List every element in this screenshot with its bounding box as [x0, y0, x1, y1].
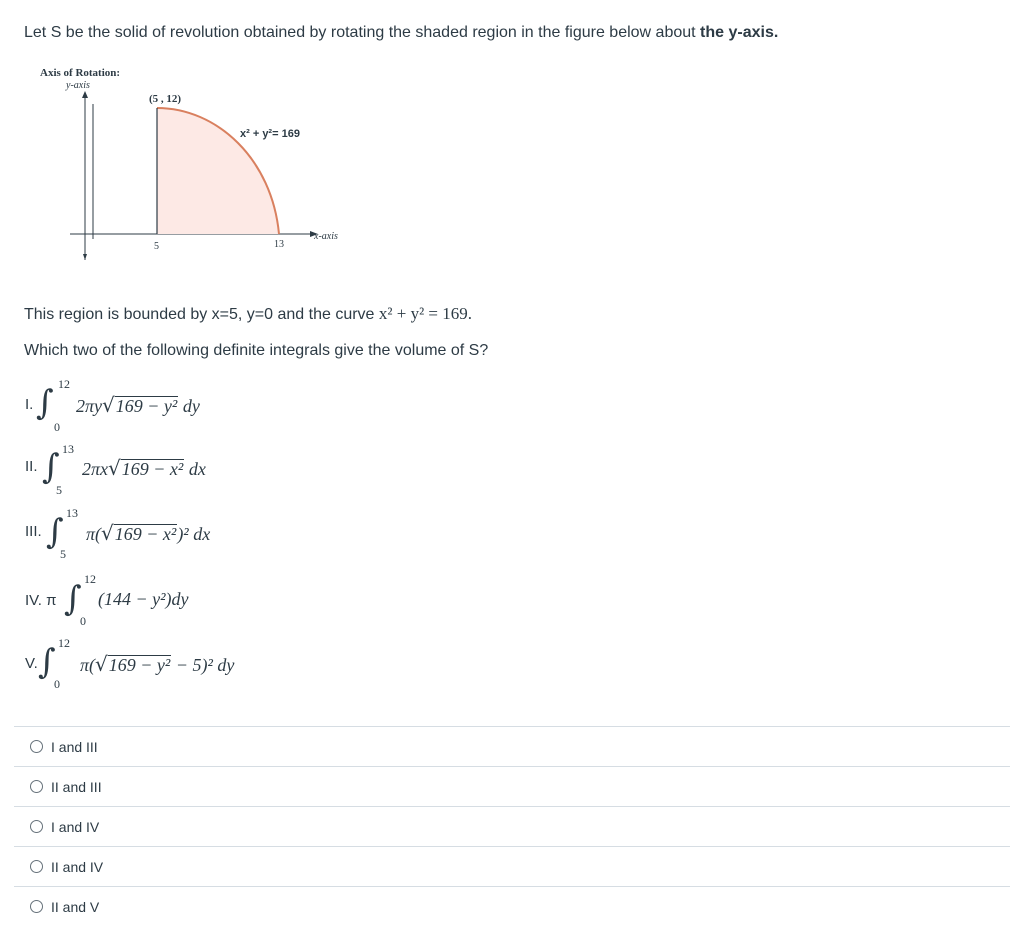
- radicand-text: 169 − y²: [115, 396, 178, 416]
- y-axis-down-arrow-icon: [83, 254, 87, 260]
- option-label: IV. π: [25, 592, 57, 609]
- answer-choice[interactable]: [14, 846, 1010, 886]
- sqrt-icon: √: [108, 456, 121, 480]
- integrand-pre: π(: [80, 655, 96, 675]
- y-axis-arrow-icon: [82, 91, 88, 98]
- integral-sign: ∫: [42, 447, 60, 487]
- upper-limit: 13: [66, 506, 78, 520]
- upper-limit: 12: [58, 636, 70, 650]
- lower-limit: 5: [56, 483, 62, 497]
- answer-choice[interactable]: [14, 886, 1010, 926]
- radicand-text: 169 − x²: [121, 459, 184, 479]
- integral-sign: ∫: [46, 512, 64, 552]
- question-intro-bold: the y-axis.: [700, 24, 779, 41]
- sqrt-icon: √: [95, 652, 108, 676]
- radicand: [121, 459, 185, 478]
- question-prompt: Which two of the following definite integrals give the volume of S?: [24, 342, 489, 359]
- region-description: [24, 304, 472, 324]
- integral-sign: ∫: [38, 642, 56, 682]
- answer-choice[interactable]: [14, 766, 1010, 806]
- radio-button[interactable]: [30, 820, 43, 833]
- answer-label[interactable]: I and IV: [51, 818, 100, 835]
- x-axis-label: x-axis: [314, 231, 338, 242]
- radicand: [114, 524, 178, 543]
- upper-limit: 12: [84, 572, 96, 586]
- lower-limit: 0: [54, 420, 60, 434]
- question-intro: [24, 24, 778, 42]
- option-label: III.: [25, 523, 42, 540]
- upper-limit: 12: [58, 377, 70, 391]
- integrand-pre: 2πx: [82, 459, 109, 479]
- integrand-pre: (144 − y²)dy: [98, 589, 189, 609]
- integrand: [82, 456, 206, 480]
- radio-button[interactable]: [30, 900, 43, 913]
- question-intro-text: Let S be the solid of revolution obtained by rotating the shaded region in the figure below about: [24, 24, 701, 41]
- region-curve-equation: x² + y² = 169.: [378, 304, 473, 323]
- integrand-post: )² dx: [177, 524, 211, 544]
- radio-button[interactable]: [30, 860, 43, 873]
- point-label: (5 , 12): [149, 93, 182, 105]
- integrand-pre: 2πy: [76, 396, 103, 416]
- region-description-text: This region is bounded by x=5, y=0 and the curve: [24, 306, 379, 323]
- option-label: V.: [25, 655, 38, 672]
- lower-limit: 0: [80, 614, 86, 628]
- radicand: [108, 655, 172, 674]
- integral-sign: ∫: [36, 383, 54, 423]
- region-figure: [32, 64, 372, 274]
- radio-button[interactable]: [30, 740, 43, 753]
- option-label: I.: [25, 396, 34, 413]
- upper-limit: 13: [62, 442, 74, 456]
- integrand-post: − 5)² dy: [171, 655, 235, 675]
- integrand: [98, 589, 189, 610]
- radio-button[interactable]: [30, 780, 43, 793]
- radicand-text: 169 − y²: [108, 655, 171, 675]
- answer-label[interactable]: I and III: [51, 738, 98, 755]
- sqrt-icon: √: [102, 393, 115, 417]
- lower-limit: 5: [60, 547, 66, 561]
- curve-equation-label: x² + y²= 169: [240, 128, 300, 140]
- lower-limit: 0: [54, 677, 60, 691]
- answer-label[interactable]: II and IV: [51, 858, 104, 875]
- integrand: [80, 652, 234, 676]
- tick-label-5: 5: [154, 241, 159, 252]
- answer-choice[interactable]: [14, 806, 1010, 846]
- integrand-post: dx: [184, 459, 206, 479]
- radicand-text: 169 − x²: [114, 524, 177, 544]
- sqrt-icon: √: [101, 521, 114, 545]
- answer-choices: [14, 726, 1010, 926]
- integral-sign: ∫: [64, 579, 82, 619]
- answer-choice[interactable]: [14, 726, 1010, 766]
- integrand: [76, 393, 200, 417]
- option-label: II.: [25, 458, 38, 475]
- radicand: [115, 396, 179, 415]
- answer-label[interactable]: II and V: [51, 898, 100, 915]
- tick-label-13: 13: [274, 239, 284, 250]
- axis-of-rotation-title: Axis of Rotation:: [40, 67, 121, 79]
- integrand-post: dy: [178, 396, 200, 416]
- answer-label[interactable]: II and III: [51, 778, 102, 795]
- axis-name-label: y-axis: [66, 80, 90, 91]
- integrand-pre: π(: [86, 524, 102, 544]
- integrand: [86, 521, 210, 545]
